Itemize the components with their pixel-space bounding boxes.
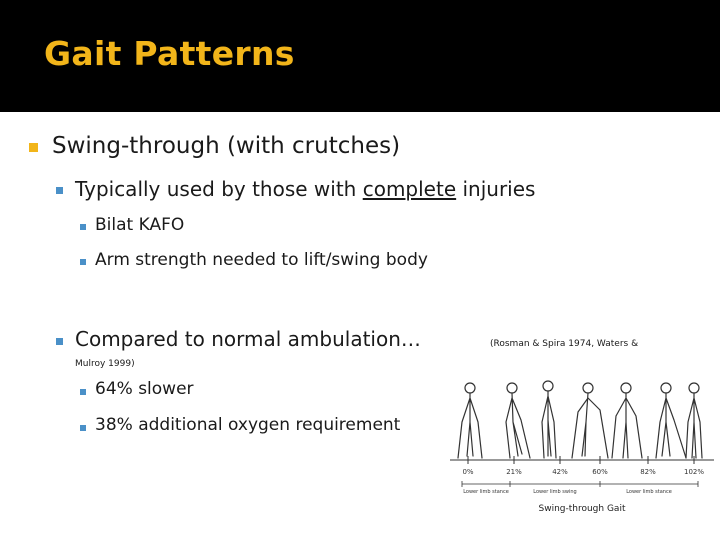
- walker-figure: [572, 383, 608, 458]
- walker-figure: [686, 383, 702, 458]
- walker-figure: [542, 381, 556, 458]
- bullet-slower: 64% slower: [95, 379, 194, 399]
- citation-line1: (Rosman & Spira 1974, Waters &: [490, 339, 639, 349]
- bullet-text: Typically used by those with: [75, 177, 363, 201]
- bullet-marker: [80, 259, 86, 265]
- bullet-bilat-kafo: Bilat KAFO: [95, 215, 185, 235]
- bullet-marker: [80, 389, 86, 395]
- bullet-marker: [80, 425, 86, 431]
- tick-label: 82%: [640, 468, 656, 476]
- bullet-compared: Compared to normal ambulation…: [75, 327, 421, 351]
- bullet-arm-strength: Arm strength needed to lift/swing body: [95, 250, 428, 270]
- bullet-typically-used: [75, 177, 535, 201]
- bullet-text: injuries: [456, 177, 536, 201]
- bullet-oxygen: 38% additional oxygen requirement: [95, 415, 401, 435]
- tick-label: 42%: [552, 468, 568, 476]
- walker-figure: [506, 383, 530, 458]
- citation-line2: Mulroy 1999): [75, 359, 135, 369]
- figure-caption: Swing-through Gait: [538, 504, 626, 514]
- bullet-swing-through: Swing-through (with crutches): [52, 133, 401, 159]
- underlined-word: complete: [362, 177, 457, 201]
- walker-figure: [458, 383, 482, 458]
- tick-label: 102%: [683, 468, 705, 476]
- gait-illustration: [448, 370, 716, 538]
- walker-figure: [612, 383, 642, 458]
- bullet-marker: [56, 338, 63, 345]
- bullet-marker: [80, 224, 86, 230]
- walker-figure: [656, 383, 686, 458]
- slide-title: Gait Patterns: [44, 34, 295, 73]
- tick-label: 0%: [462, 468, 474, 476]
- tick-label: 60%: [592, 468, 608, 476]
- tick-label: 21%: [506, 468, 522, 476]
- phase-label: Lower limb swing: [533, 489, 577, 495]
- phase-label: Lower limb stance: [626, 489, 672, 495]
- phase-label: Lower limb stance: [463, 489, 509, 495]
- bullet-marker: [56, 187, 63, 194]
- bullet-marker: [29, 143, 38, 152]
- gait-figure: [448, 370, 716, 538]
